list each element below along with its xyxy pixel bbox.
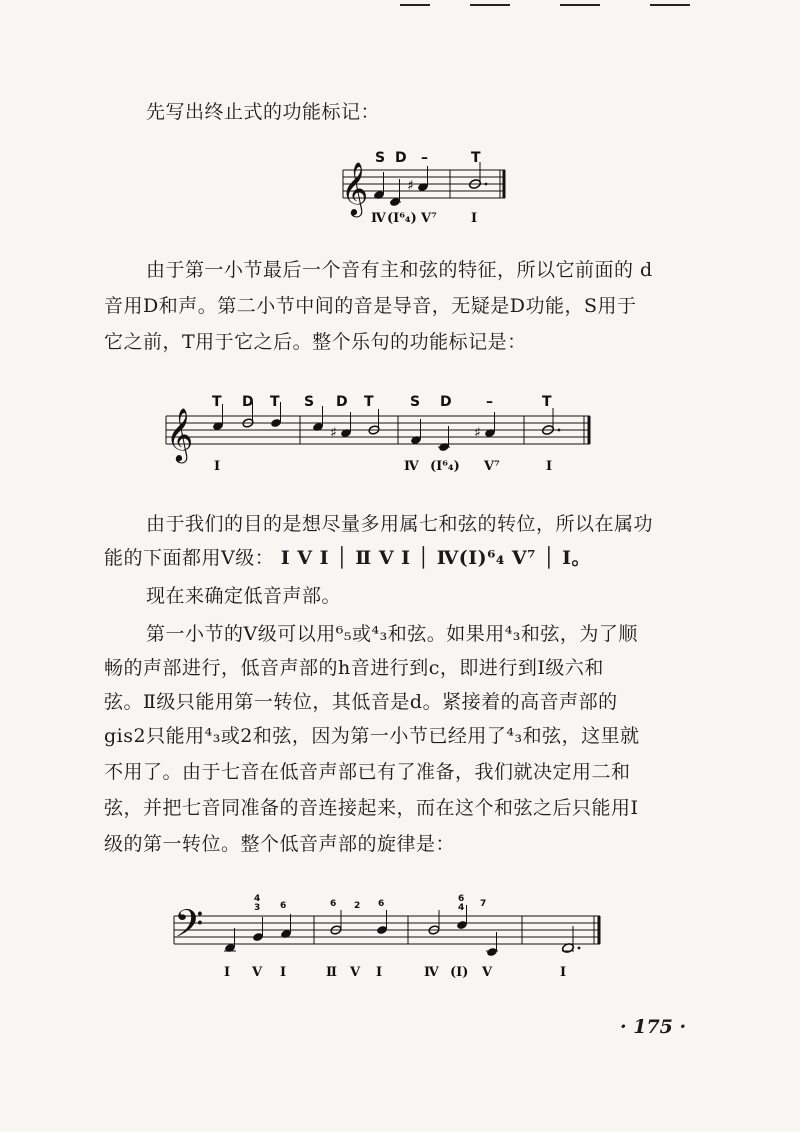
music-example-1 xyxy=(335,150,515,230)
paragraph-5-line-6 xyxy=(104,792,694,824)
text-line: 弦。Ⅱ级只能用第一转位，其低音是d。紧接着的高音声部的 xyxy=(104,691,618,713)
figured-bass-number: 2 xyxy=(354,901,361,911)
text-line: 由于第一小节最后一个音有主和弦的特征，所以它前面的 d xyxy=(146,259,653,281)
degree-label: Ⅳ xyxy=(404,459,419,474)
sharp-icon: ♯ xyxy=(330,425,337,441)
degree-label: Ⅱ xyxy=(326,965,337,980)
degree-label: Ⅳ xyxy=(371,211,386,226)
degree-label: Ⅰ xyxy=(560,965,567,980)
text-line: 现在来确定低音声部。 xyxy=(146,585,342,607)
text-line: 由于我们的目的是想尽量多用属七和弦的转位，所以在属功 xyxy=(146,513,654,535)
degree-label: Ⅳ xyxy=(424,965,439,980)
text-line: 音用D和声。第二小节中间的音是导音，无疑是D功能，S用于 xyxy=(104,295,637,317)
music-example-3 xyxy=(170,890,610,980)
paragraph-5-line-1 xyxy=(146,618,694,650)
degree-label: (Ⅰ) xyxy=(450,965,469,980)
function-label: S xyxy=(410,394,421,410)
text-line: 不用了。由于七音在低音声部已有了准备，我们就决定用二和 xyxy=(104,761,631,783)
text-line: 第一小节的Ⅴ级可以用⁶₅或⁴₃和弦。如果用⁴₃和弦，为了顺 xyxy=(146,623,638,645)
text-line: 弦，并把七音同准备的音连接起来，而在这个和弦之后只能用Ⅰ xyxy=(104,797,639,819)
paragraph-4 xyxy=(146,580,694,612)
figured-bass-number: 3 xyxy=(254,903,261,913)
header-rule xyxy=(470,4,510,6)
staff-example-3 xyxy=(170,890,610,980)
figured-bass-number: 4 xyxy=(254,894,261,904)
function-label: – xyxy=(486,394,493,410)
treble-clef-icon: 𝄞 xyxy=(166,407,194,461)
text-line: 能的下面都用Ⅴ级： xyxy=(104,547,275,569)
figured-bass-number: 4 xyxy=(458,903,465,913)
paragraph-3-line-1 xyxy=(146,508,694,540)
function-label: T xyxy=(270,394,280,410)
dot xyxy=(578,947,581,950)
paragraph-2-line-2 xyxy=(104,290,694,322)
degree-label: Ⅰ xyxy=(224,965,231,980)
text-line: 级的第一转位。整个低音声部的旋律是： xyxy=(104,833,456,855)
treble-clef-icon: 𝄞 xyxy=(341,161,369,215)
degree-label: Ⅴ⁷ xyxy=(484,459,500,474)
paragraph-5-line-7 xyxy=(104,828,694,860)
degree-label: Ⅴ xyxy=(252,965,263,980)
figured-bass-number: 7 xyxy=(480,899,487,909)
degree-label: Ⅰ xyxy=(280,965,287,980)
paragraph-5-line-4 xyxy=(104,720,694,752)
function-label: D xyxy=(242,394,254,410)
bass-clef-icon: 𝄢 xyxy=(174,901,204,955)
degree-label: Ⅰ xyxy=(546,459,553,474)
dot xyxy=(485,183,488,186)
paragraph-intro xyxy=(146,96,694,128)
function-label: D xyxy=(395,150,407,166)
function-label: T xyxy=(471,150,481,166)
text-line: 畅的声部进行，低音声部的h音进行到c，即进行到Ⅰ级六和 xyxy=(104,657,604,679)
notes xyxy=(224,905,580,957)
degree-label: Ⅰ xyxy=(471,211,478,226)
degree-sequence: Ⅰ Ⅴ Ⅰ │ Ⅱ Ⅴ Ⅰ │ Ⅳ(Ⅰ)⁶₄ Ⅴ⁷ │ Ⅰ。 xyxy=(280,547,592,569)
text-line: 先写出终止式的功能标记： xyxy=(146,101,381,123)
degree-label: (Ⅰ⁶₄) xyxy=(387,211,417,226)
music-example-2 xyxy=(162,392,602,476)
header-rule xyxy=(400,4,430,6)
paragraph-2-line-3 xyxy=(104,326,694,358)
function-label: T xyxy=(364,394,374,410)
sharp-icon: ♯ xyxy=(474,425,481,441)
function-label: S xyxy=(375,150,386,166)
sharp-icon: ♯ xyxy=(407,178,414,194)
degree-label: Ⅰ xyxy=(376,965,383,980)
function-label: T xyxy=(212,394,222,410)
paragraph-2-line-1 xyxy=(146,254,694,286)
figured-bass-number: 6 xyxy=(280,901,287,911)
notes xyxy=(373,162,487,207)
paragraph-5-line-2 xyxy=(104,652,694,684)
paragraph-3-line-2 xyxy=(104,542,694,574)
function-label: T xyxy=(542,394,552,410)
function-label: D xyxy=(440,394,452,410)
degree-label: Ⅰ xyxy=(214,459,221,474)
figured-bass-number: 6 xyxy=(458,894,465,904)
function-label: D xyxy=(336,394,348,410)
text-line: 它之前，T用于它之后。整个乐句的功能标记是： xyxy=(104,331,527,353)
paragraph-5-line-3 xyxy=(104,686,694,718)
header-rule xyxy=(560,4,600,6)
degree-label: Ⅴ⁷ xyxy=(421,211,437,226)
degree-label: Ⅴ xyxy=(482,965,493,980)
figured-bass-number: 6 xyxy=(378,899,385,909)
staff-example-1 xyxy=(335,150,515,230)
text-line: gis2只能用⁴₃或2和弦，因为第一小节已经用了⁴₃和弦，这里就 xyxy=(104,725,640,747)
dot xyxy=(558,429,561,432)
function-label: S xyxy=(304,394,315,410)
figured-bass-number: 6 xyxy=(330,899,337,909)
page-number: · 175 · xyxy=(620,1016,687,1038)
function-label: – xyxy=(421,150,428,166)
degree-label: (Ⅰ⁶₄) xyxy=(430,459,460,474)
paragraph-5-line-5 xyxy=(104,756,694,788)
header-rule xyxy=(650,4,690,6)
notes xyxy=(212,402,560,452)
staff-example-2 xyxy=(162,392,602,476)
degree-label: Ⅴ xyxy=(350,965,361,980)
